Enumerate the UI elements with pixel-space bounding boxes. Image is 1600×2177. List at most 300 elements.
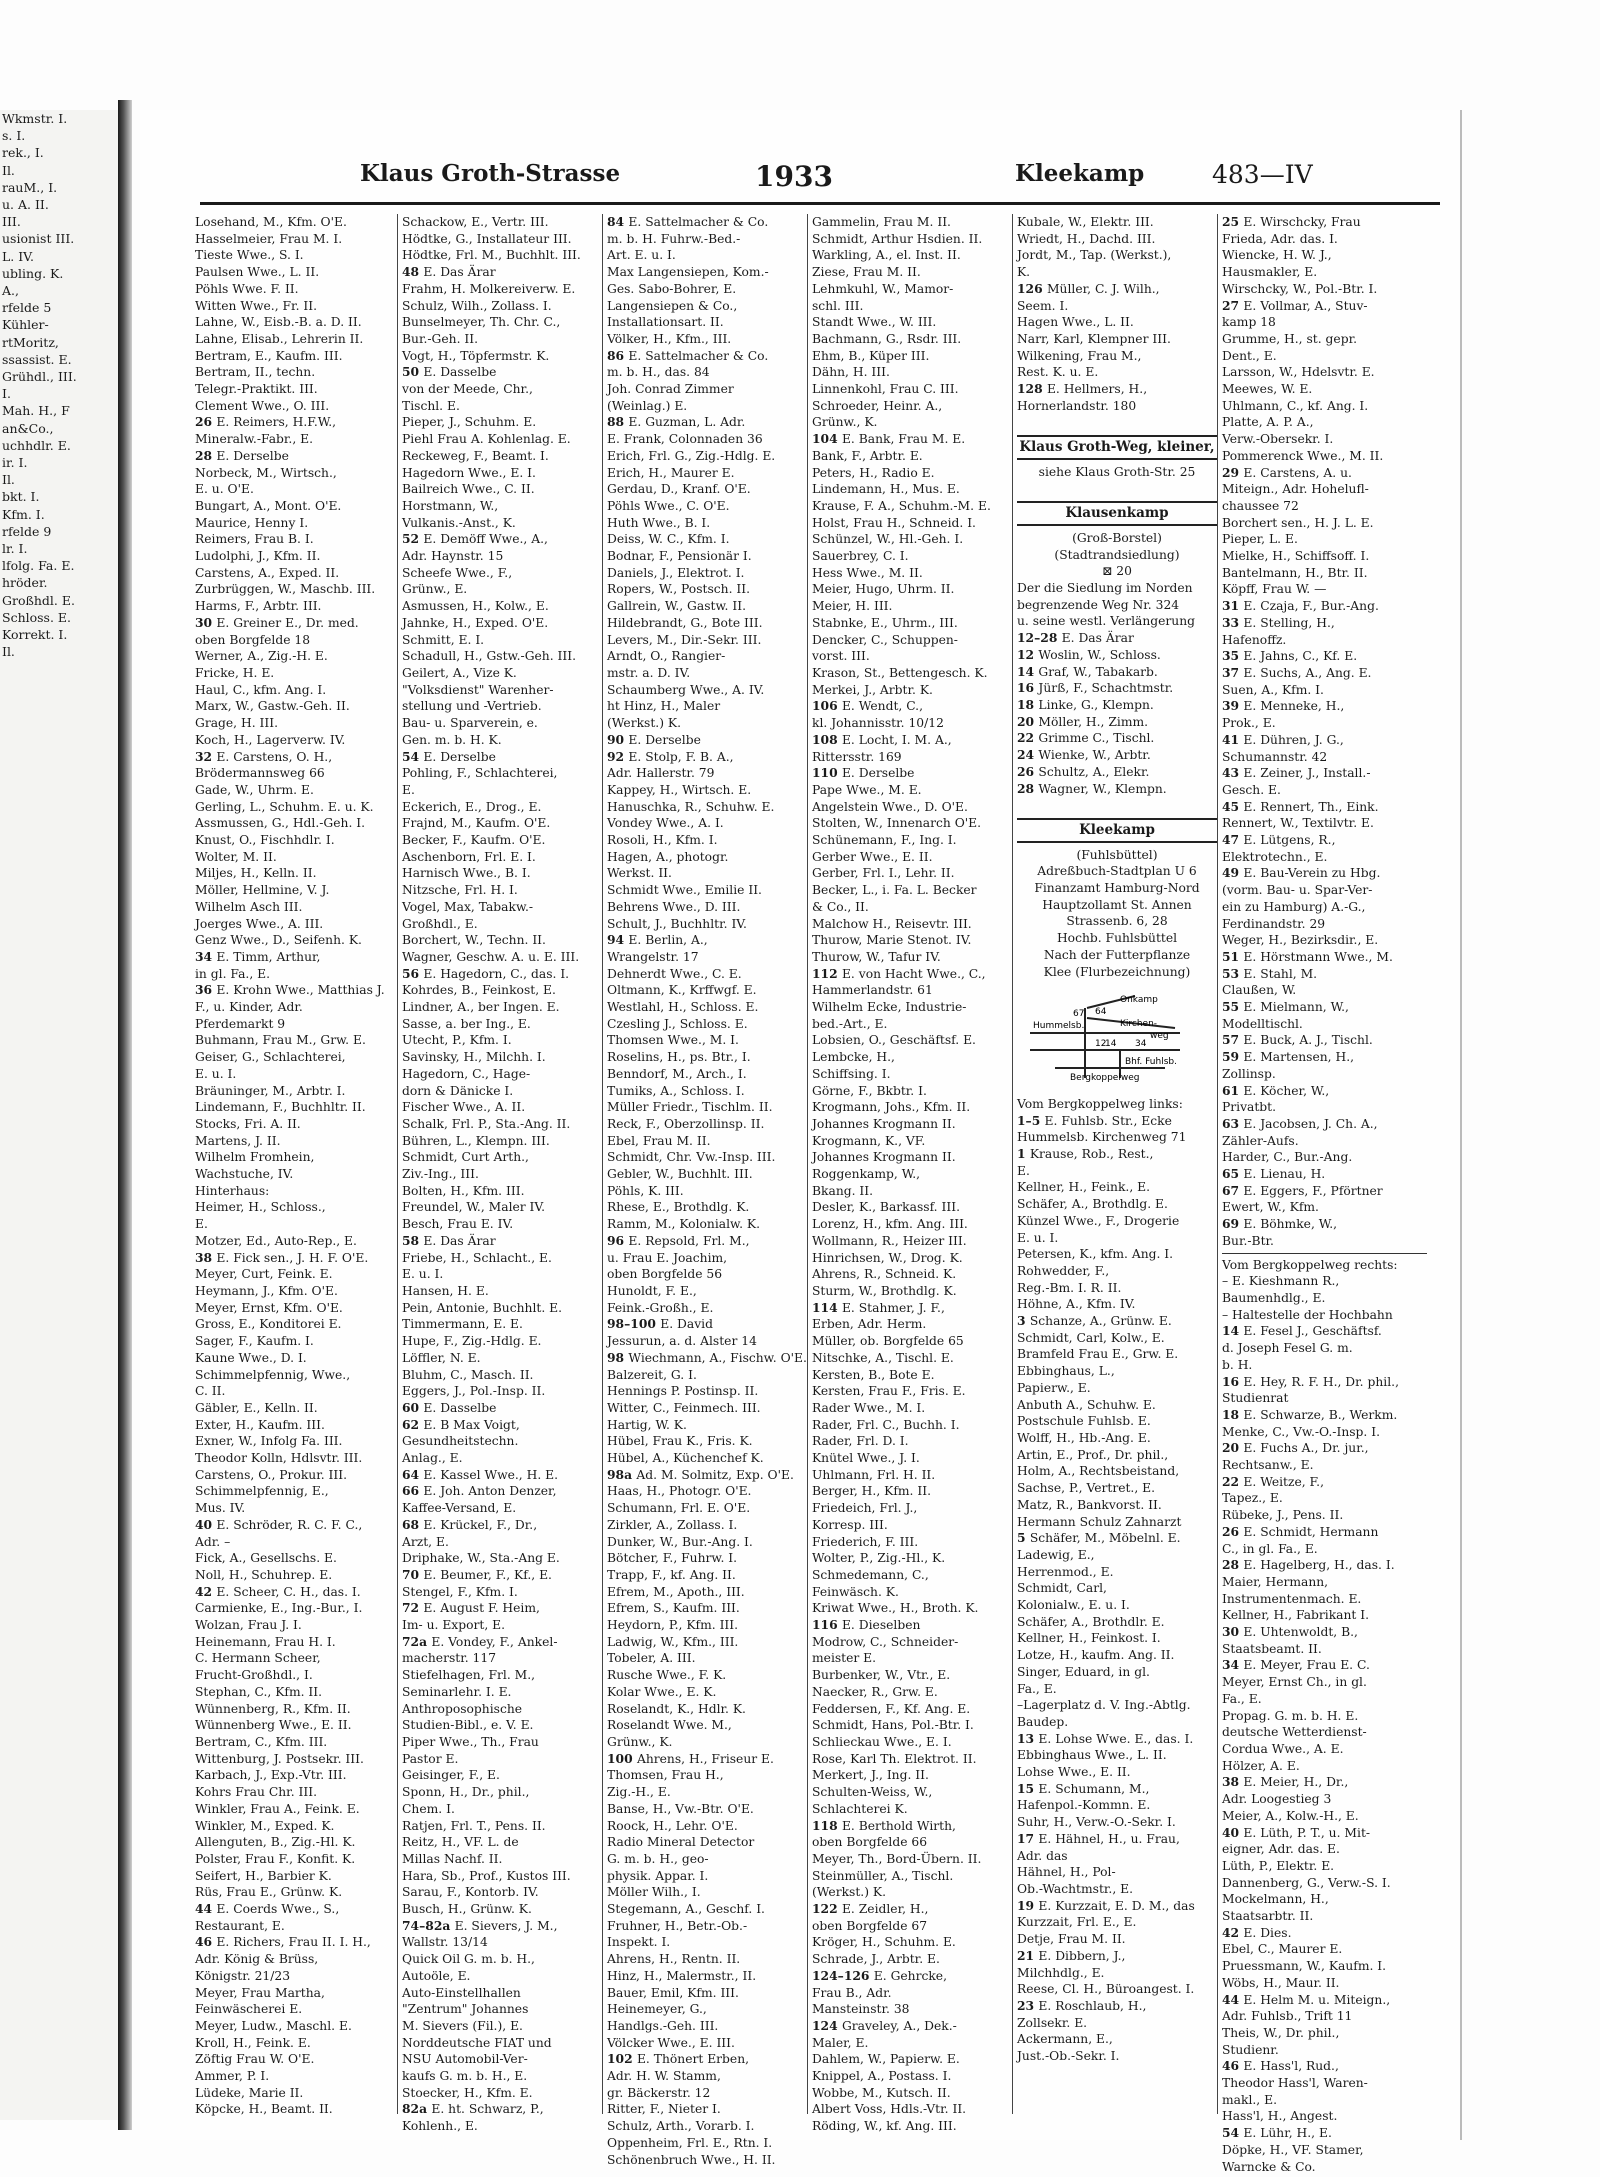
directory-entry: Korresp. III.	[812, 1517, 888, 1532]
map-label: Bhf. Fuhlsb.	[1125, 1057, 1177, 1068]
directory-entry: 74–82a E. Sievers, J. M.,	[402, 1917, 558, 1933]
directory-entry: 28 E. Derselbe	[195, 447, 289, 463]
directory-entry: Grünw., E.	[402, 582, 468, 597]
directory-entry: Friedeich, Frl. J.,	[812, 1501, 918, 1516]
directory-entry: Meyer, Ernst Ch., in gl.	[1222, 1675, 1367, 1690]
directory-entry: Wolter, P., Zig.-Hl., K.	[812, 1551, 946, 1566]
directory-entry: Wollmann, R., Heizer III.	[812, 1233, 967, 1248]
directory-entry: Ahrens, R., Schneid. K.	[812, 1267, 957, 1282]
facing-page-fragment: rauM., I.	[2, 179, 58, 195]
directory-entry: Schackow, E., Vertr. III.	[402, 215, 549, 229]
directory-entry: Schmidt, Carl,	[1017, 1581, 1107, 1596]
directory-entry: Bötcher, F., Fuhrw. I.	[607, 1551, 738, 1566]
directory-entry: C. II.	[195, 1384, 226, 1399]
directory-entry: Savinsky, H., Milchh. I.	[402, 1050, 546, 1065]
directory-entry: Lahne, W., Eisb.-B. a. D. II.	[195, 315, 362, 330]
directory-entry: F., u. Kinder, Adr.	[195, 1000, 303, 1015]
directory-entry: Platte, A. P. A.,	[1222, 415, 1314, 430]
directory-entry: 5 Schäfer, M., Möbelnl. E.	[1017, 1530, 1181, 1546]
street-section-note: Adreßbuch-Stadtplan U 6	[1037, 864, 1197, 879]
directory-entry: Schäfer, A., Brothdlg. E.	[1017, 1197, 1168, 1212]
directory-entry: Adr. das	[1017, 1848, 1068, 1863]
directory-entry: Bramfeld Frau E., Grw. E.	[1017, 1347, 1179, 1362]
directory-entry: Miljes, H., Kelln. II.	[195, 866, 317, 881]
directory-entry: Ackermann, E.,	[1017, 2032, 1113, 2047]
directory-entry: Mus. IV.	[195, 1501, 246, 1516]
directory-entry: 20 Möller, H., Zimm.	[1017, 713, 1149, 729]
directory-entry: Studienr.	[1222, 2042, 1279, 2057]
directory-entry: Lüth, P., Elektr. E.	[1222, 1858, 1335, 1873]
directory-entry: 21 E. Dibbern, J.,	[1017, 1947, 1126, 1963]
directory-entry: 50 E. Dasselbe	[402, 364, 497, 380]
directory-entry: Gerber, Frl. I., Lehr. II.	[812, 866, 955, 881]
street-section-note: Finanzamt Hamburg-Nord	[1034, 881, 1200, 896]
directory-entry: Heydorn, P., Kfm. III.	[607, 1618, 739, 1633]
directory-entry: 54 E. Derselbe	[402, 748, 496, 764]
directory-entry: Vogt, H., Töpfermstr. K.	[402, 348, 550, 363]
facing-page-fragment: ssassist. E.	[2, 351, 72, 367]
directory-entry: Wittenburg, J. Postsekr. III.	[195, 1751, 364, 1766]
directory-entry: Schumannstr. 42	[1222, 749, 1328, 764]
directory-entry: Holm, A., Rechtsbeistand,	[1017, 1464, 1180, 1479]
directory-entry: Kellner, H., Fabrikant I.	[1222, 1608, 1370, 1623]
directory-entry: Hunoldt, F. E.,	[607, 1284, 697, 1298]
directory-entry: Grumme, H., st. gepr.	[1222, 331, 1358, 346]
directory-entry: Bertram, C., Kfm. III.	[195, 1734, 328, 1749]
directory-entry: Becker, F., Kaufm. O'E.	[402, 833, 546, 848]
directory-entry: Prok., E.	[1222, 716, 1276, 731]
directory-entry: Lahne, Elisab., Lehrerin II.	[195, 331, 364, 346]
directory-entry: Carstens, A., Exped. II.	[195, 565, 340, 580]
directory-entry: Wolter, M. II.	[195, 849, 277, 864]
street-section-note: (Fuhlsbüttel)	[1076, 847, 1158, 862]
directory-entry: – Haltestelle der Hochbahn	[1222, 1307, 1393, 1322]
directory-entry: Adr. –	[195, 1534, 231, 1549]
directory-entry: Schumann, Frl. E. O'E.	[607, 1501, 751, 1516]
directory-entry: Anbuth A., Schuhw. E.	[1017, 1397, 1156, 1412]
directory-entry: (Werkst.) K.	[607, 716, 682, 731]
directory-entry: Kersten, B., Bote E.	[812, 1367, 935, 1382]
directory-entry: E.	[195, 1217, 208, 1232]
directory-entry: C., in gl. Fa., E.	[1222, 1541, 1318, 1556]
directory-entry: Roock, H., Lehr. O'E.	[607, 1818, 738, 1833]
directory-entry: Im- u. Export, E.	[402, 1618, 506, 1633]
directory-entry: ht Hinz, H., Maler	[607, 699, 721, 714]
directory-entry: 110 E. Derselbe	[812, 765, 915, 781]
column-4	[807, 214, 1012, 2134]
directory-entry: Schimmelpfennig, Wwe.,	[195, 1367, 351, 1382]
directory-entry: Ludolphi, J., Kfm. II.	[195, 549, 321, 564]
directory-entry: Möller Wilh., I.	[607, 1885, 701, 1900]
directory-entry: Schünzel, W., Hl.-Geh. I.	[812, 532, 964, 547]
street-section-note: Strassenb. 6, 28	[1066, 914, 1168, 929]
directory-entry: Polster, Frau F., Konfit. K.	[195, 1851, 356, 1866]
directory-entry: Busch, H., Grünw. K.	[402, 1902, 532, 1917]
directory-entry: Marx, W., Gastw.-Geh. II.	[195, 699, 350, 714]
directory-entry: makl., E.	[1222, 2092, 1277, 2107]
directory-entry: Vom Bergkoppelweg links:	[1017, 1096, 1183, 1111]
directory-entry: Wilkening, Frau M.,	[1017, 348, 1142, 363]
directory-entry: Jessurun, a. d. Alster 14	[607, 1334, 757, 1349]
directory-entry: Grage, H. III.	[195, 716, 279, 731]
directory-entry: Becker, L., i. Fa. L. Becker	[812, 883, 977, 898]
directory-entry: Heymann, J., Kfm. O'E.	[195, 1284, 338, 1298]
directory-entry: Motzer, Ed., Auto-Rep., E.	[195, 1233, 357, 1248]
directory-entry: Hennings P. Postinsp. II.	[607, 1384, 759, 1399]
directory-entry: u. seine westl. Verlängerung	[1017, 614, 1195, 629]
directory-entry: Kellner, H., Feinkost. I.	[1017, 1631, 1161, 1646]
directory-entry: Berger, H., Kfm. II.	[812, 1484, 931, 1499]
directory-entry: 35 E. Jahns, C., Kf. E.	[1222, 648, 1358, 664]
book-binding	[118, 100, 132, 2130]
directory-entry: Köpcke, H., Beamt. II.	[195, 2102, 333, 2117]
directory-entry: Ladwig, W., Kfm., III.	[607, 1634, 739, 1649]
directory-entry: 15 E. Schumann, M.,	[1017, 1780, 1150, 1796]
column-6	[1217, 214, 1427, 2174]
directory-entry: E. u. I.	[1017, 1230, 1059, 1245]
directory-entry: vorst. III.	[812, 649, 870, 664]
directory-entry: Großhdl., E.	[402, 916, 478, 931]
facing-page-fragment: ubling. K.	[2, 265, 64, 281]
directory-entry: Kriwat Wwe., H., Broth. K.	[812, 1601, 979, 1616]
directory-entry: Meyer, Frau Martha,	[195, 1985, 325, 2000]
street-section-heading: Klausenkamp	[1017, 501, 1217, 526]
directory-entry: Grünw., K.	[607, 1734, 673, 1749]
directory-entry: Witter, C., Feinmech. III.	[607, 1400, 761, 1415]
facing-page-fragment: Kfm. I.	[2, 506, 45, 522]
directory-entry: Lindner, A., ber Ingen. E.	[402, 1000, 560, 1015]
facing-page-fragment: lr. I.	[2, 541, 28, 557]
directory-entry: Zähler-Aufs.	[1222, 1133, 1299, 1148]
directory-entry: Hölzer, A. E.	[1222, 1758, 1300, 1773]
directory-entry: Radio Mineral Detector	[607, 1835, 755, 1850]
directory-entry: Reese, Cl. H., Büroangest. I.	[1017, 1982, 1195, 1997]
directory-entry: Vondey Wwe., A. I.	[607, 816, 724, 831]
directory-entry: Wilhelm Ecke, Industrie-	[812, 1000, 967, 1015]
directory-entry: Jahnke, H., Exped. O'E.	[402, 615, 549, 630]
facing-page-fragment: III.	[2, 214, 21, 230]
directory-entry: 1–5 E. Fuhlsb. Str., Ecke	[1017, 1112, 1172, 1128]
directory-entry: Schimmelpfennig, E.,	[195, 1484, 329, 1499]
directory-entry: Sachse, P., Vertret., E.	[1017, 1481, 1156, 1496]
directory-entry: begrenzende Weg Nr. 324	[1017, 597, 1180, 612]
directory-entry: Bantelmann, H., Btr. II.	[1222, 565, 1368, 580]
directory-entry: Wirschcky, W., Pol.-Btr. I.	[1222, 281, 1378, 296]
facing-page-fragment: L. IV.	[2, 248, 35, 264]
map-label: Hummelsb.	[1033, 1021, 1085, 1032]
directory-entry: Anthroposophische	[402, 1701, 523, 1716]
directory-entry: 65 E. Lienau, H.	[1222, 1166, 1326, 1182]
directory-entry: Rosoli, H., Kfm. I.	[607, 833, 718, 848]
facing-page-fragment: rek., I.	[2, 145, 44, 161]
directory-entry: Sasse, a. ber Ing., E.	[402, 1016, 531, 1031]
directory-entry: Rest. K. u. E.	[1017, 365, 1099, 380]
directory-entry: Hupe, F., Zig.-Hdlg. E.	[402, 1334, 542, 1349]
directory-entry: Seminarlehr. I. E.	[402, 1684, 512, 1699]
directory-entry: Handlgs.-Geh. III.	[607, 2018, 719, 2033]
directory-entry: Reck, F., Oberzollinsp. II.	[607, 1116, 765, 1131]
column-5	[1012, 214, 1217, 2114]
directory-entry: Wöbs, H., Maur. II.	[1222, 1975, 1340, 1990]
directory-entry: E. u. I.	[195, 1066, 237, 1081]
directory-entry: 53 E. Stahl, M.	[1222, 965, 1318, 981]
directory-entry: 124 Graveley, A., Dek.-	[812, 2017, 957, 2033]
directory-entry: 56 E. Hagedorn, C., das. I.	[402, 965, 570, 981]
facing-page-fragment: bkt. I.	[2, 489, 40, 505]
directory-entry: Zöftig Frau W. O'E.	[195, 2052, 315, 2067]
directory-entry: E. u. O'E.	[195, 482, 254, 497]
directory-entry: Fruhner, H., Betr.-Ob.-	[607, 1918, 748, 1933]
directory-entry: Meyer, Curt, Feink. E.	[195, 1267, 333, 1282]
directory-entry: 28 Wagner, W., Klempn.	[1017, 780, 1167, 796]
directory-entry: Schalk, Frl. P., Sta.-Ang. II.	[402, 1116, 571, 1131]
directory-entry: ein zu Hamburg) A.-G.,	[1222, 899, 1366, 914]
directory-entry: Hess Wwe., M. II.	[812, 565, 923, 580]
directory-entry: Theis, W., Dr. phil.,	[1222, 2025, 1340, 2040]
facing-page-fragment: rfelde 9	[2, 523, 52, 539]
directory-entry: Carstens, O., Prokur. III.	[195, 1467, 348, 1482]
directory-entry: Kaffee-Versand, E.	[402, 1501, 517, 1516]
directory-entry: Lobsien, O., Geschäftsf. E.	[812, 1033, 976, 1048]
directory-entry: Winkler, Frau A., Feink. E.	[195, 1801, 360, 1816]
directory-entry: 58 E. Das Ärar	[402, 1232, 496, 1248]
directory-entry: Bailreich Wwe., C. II.	[402, 482, 535, 497]
directory-entry: Fricke, H. E.	[195, 665, 275, 680]
directory-entry: Quick Oil G. m. b. H.,	[402, 1952, 535, 1967]
directory-entry: Künzel Wwe., F., Drogerie	[1017, 1213, 1180, 1228]
directory-entry: Ferdinandstr. 29	[1222, 916, 1326, 931]
facing-page-fragment: ir. I.	[2, 455, 28, 471]
directory-entry: 44 E. Helm M. u. Miteign.,	[1222, 1991, 1391, 2007]
directory-entry: Zirkler, A., Zollass. I.	[607, 1517, 738, 1532]
directory-entry: Adr. Loogestieg 3	[1222, 1792, 1332, 1807]
directory-entry: Meier, A., Kolw.-H., E.	[1222, 1808, 1359, 1823]
directory-entry: 26 E. Schmidt, Hermann	[1222, 1523, 1379, 1539]
directory-entry: Freundel, W., Maler IV.	[402, 1200, 546, 1215]
directory-entry: Königstr. 21/23	[195, 1968, 291, 1983]
directory-entry: Albert Voss, Hdls.-Vtr. II.	[812, 2102, 967, 2117]
directory-entry: Görne, F., Bkbtr. I.	[812, 1083, 927, 1098]
directory-entry: – E. Kieshmann R.,	[1222, 1274, 1340, 1289]
directory-entry: Wallstr. 13/14	[402, 1935, 488, 1950]
directory-entry: Schadull, H., Gstw.-Geh. III.	[402, 649, 577, 664]
directory-entry: Anlag., E.	[402, 1451, 463, 1466]
facing-page-fragment: usionist III.	[2, 231, 75, 247]
directory-entry: Döpke, H., VF. Stamer,	[1222, 2142, 1364, 2157]
directory-entry: E.	[402, 782, 415, 797]
directory-entry: Adr. König & Brüss,	[195, 1952, 319, 1967]
directory-entry: Ewert, W., Kfm.	[1222, 1200, 1319, 1215]
directory-entry: Merkert, J., Ing. II.	[812, 1768, 929, 1783]
directory-entry: 54 E. Lühr, H., E.	[1222, 2125, 1332, 2141]
directory-entry: Lorenz, H., kfm. Ang. III.	[812, 1217, 968, 1232]
directory-entry: Modrow, C., Schneider-	[812, 1634, 959, 1649]
directory-entry: Suen, A., Kfm. I.	[1222, 682, 1324, 697]
directory-entry: Bau- u. Sparverein, e.	[402, 716, 538, 731]
directory-entry: Sarau, F., Kontorb. IV.	[402, 1885, 539, 1900]
directory-entry: Martens, J. II.	[195, 1133, 281, 1148]
directory-entry: Peters, H., Radio E.	[812, 465, 935, 480]
directory-entry: Tischl. E.	[402, 398, 460, 413]
directory-entry: Lindemann, F., Buchhltr. II.	[195, 1100, 366, 1115]
directory-entry: Reg.-Bm. I. R. II.	[1017, 1280, 1122, 1295]
directory-entry: Adr. Fuhlsb., Trift 11	[1222, 2009, 1353, 2024]
directory-entry: 62 E. B Max Voigt,	[402, 1416, 520, 1432]
directory-entry: Schroeder, Heinr. A.,	[812, 398, 943, 413]
year-title: 1933	[755, 160, 833, 193]
map-label: Onkamp	[1120, 995, 1158, 1006]
directory-entry: 104 E. Bank, Frau M. E.	[812, 431, 966, 447]
directory-entry: Eckerich, E., Drog., E.	[402, 799, 542, 814]
directory-entry: 100 Ahrens, H., Friseur E.	[607, 1750, 774, 1766]
directory-entry: Driphake, W., Sta.-Ang E.	[402, 1551, 560, 1566]
column-3	[602, 214, 807, 2167]
directory-entry: Gesch. E.	[1222, 782, 1281, 797]
directory-entry: Studienrat	[1222, 1391, 1289, 1406]
directory-entry: Norbeck, M., Wirtsch.,	[195, 465, 337, 480]
directory-entry: Vom Bergkoppelweg rechts:	[1222, 1257, 1398, 1272]
directory-entry: Hagedorn Wwe., E. I.	[402, 465, 536, 480]
directory-entry: Stocks, Fri. A. II.	[195, 1116, 301, 1131]
directory-entry: 23 E. Roschlaub, H.,	[1017, 1997, 1147, 2013]
directory-entry: Exter, H., Kaufm. III.	[195, 1417, 325, 1432]
directory-entry: Frajnd, M., Kaufm. O'E.	[402, 816, 551, 831]
directory-entry: Linnenkohl, Frau C. III.	[812, 382, 959, 397]
directory-entry: "Zentrum" Johannes	[402, 2002, 529, 2017]
directory-entry: Cordua Wwe., A. E.	[1222, 1741, 1344, 1756]
directory-entry: Angelstein Wwe., D. O'E.	[812, 799, 968, 814]
street-map-sketch	[1025, 988, 1185, 1083]
directory-entry: kaufs G. m. b. H., E.	[402, 2069, 528, 2084]
directory-entry: Inspekt. I.	[607, 1935, 671, 1950]
directory-entry: Knust, O., Fischhdlr. I.	[195, 833, 335, 848]
directory-entry: Miteign., Adr. Hohelufl-	[1222, 482, 1369, 497]
directory-entry: Wagner, Geschw. A. u. E. III.	[402, 949, 580, 964]
spacer	[1017, 481, 1217, 498]
directory-entry: 61 E. Köcher, W.,	[1222, 1082, 1330, 1098]
directory-entry: meister E.	[812, 1651, 877, 1666]
directory-entry: Huth Wwe., B. I.	[607, 515, 711, 530]
directory-entry: Maler, E.	[812, 2035, 869, 2050]
directory-entry: Geisinger, F., E.	[402, 1768, 500, 1783]
directory-entry: Schulz, Arth., Vorarb. I.	[607, 2119, 755, 2134]
directory-entry: Gerling, L., Schuhm. E. u. K.	[195, 799, 374, 814]
directory-entry: Roselandt, K., Hdlr. K.	[607, 1701, 746, 1716]
directory-entry: 59 E. Martensen, H.,	[1222, 1049, 1355, 1065]
directory-entry: Vogel, Max, Tabakw.-	[402, 899, 534, 914]
directory-entry: 69 E. Böhmke, W.,	[1222, 1216, 1338, 1232]
directory-entry: Hafenoffz.	[1222, 632, 1287, 647]
directory-entry: Gade, W., Uhrm. E.	[195, 782, 314, 797]
directory-entry: Piper Wwe., Th., Frau	[402, 1734, 539, 1749]
directory-entry: Krause, F. A., Schuhm.-M. E.	[812, 498, 991, 513]
section-separator	[1222, 1253, 1427, 1254]
directory-entry: Frahm, H. Molkereiverw. E.	[402, 281, 576, 296]
directory-entry: 32 E. Carstens, O. H.,	[195, 748, 333, 764]
directory-entry: Staatsbeamt. II.	[1222, 1641, 1322, 1656]
directory-entry: Schrade, J., Arbtr. E.	[812, 1952, 940, 1967]
directory-entry: 98a Ad. M. Solmitz, Exp. O'E.	[607, 1466, 794, 1482]
directory-entry: Kurzzait, Frl. E., E.	[1017, 1915, 1137, 1930]
directory-entry: 72 E. August F. Heim,	[402, 1600, 540, 1616]
directory-entry: Dent., E.	[1222, 348, 1277, 363]
directory-entry: 86 E. Sattelmacher & Co.	[607, 347, 769, 363]
directory-entry: Reckeweg, F., Beamt. I.	[402, 448, 549, 463]
directory-entry: Besch, Frau E. IV.	[402, 1217, 514, 1232]
directory-entry: Uhlmann, Frl. H. II.	[812, 1467, 936, 1482]
directory-entry: Grünw., K.	[812, 415, 878, 430]
directory-entry: Detje, Frau M. II.	[1017, 1932, 1126, 1947]
directory-entry: Joh. Conrad Zimmer	[607, 382, 734, 397]
directory-entry: Propag. G. m. b. H. E.	[1222, 1708, 1359, 1723]
directory-entry: Schlachterei K.	[812, 1801, 908, 1816]
directory-entry: Max Langensiepen, Kom.-	[607, 265, 769, 280]
directory-entry: 122 E. Zeidler, H.,	[812, 1901, 929, 1917]
directory-entry: Warkling, A., el. Inst. II.	[812, 248, 961, 263]
directory-entry: Baudep.	[1017, 1714, 1069, 1729]
directory-entry: oben Borgfelde 67	[812, 1918, 928, 1933]
directory-entry: kl. Johannisstr. 10/12	[812, 716, 944, 731]
directory-entry: Vulkanis.-Anst., K.	[402, 515, 516, 530]
directory-entry: Adr. Haynstr. 15	[402, 549, 504, 564]
directory-entry: Bühren, L., Klempn. III.	[402, 1133, 550, 1148]
directory-entry: Warncke & Co.	[1222, 2159, 1316, 2174]
directory-entry: 96 E. Repsold, Frl. M.,	[607, 1232, 750, 1248]
directory-entry: Hasselmeier, Frau M. I.	[195, 231, 343, 246]
directory-entry: Meier, Hugo, Uhrm. II.	[812, 582, 955, 597]
directory-entry: 3 Schanze, A., Grünw. E.	[1017, 1313, 1172, 1329]
directory-entry: 124–126 E. Gehrcke,	[812, 1967, 947, 1983]
directory-entry: 45 E. Rennert, Th., Eink.	[1222, 798, 1379, 814]
street-section-note: ⊠ 20	[1102, 564, 1132, 579]
directory-entry: Harnisch Wwe., B. I.	[402, 866, 531, 881]
facing-page-fragment: Grühdl., III.	[2, 369, 77, 385]
directory-entry: Utecht, P., Kfm. I.	[402, 1033, 512, 1048]
directory-entry: 16 E. Hey, R. F. H., Dr. phil.,	[1222, 1373, 1399, 1389]
directory-page	[140, 110, 1462, 2174]
directory-entry: Adr. Hallerstr. 79	[607, 766, 715, 781]
directory-entry: Hornerlandstr. 180	[1017, 398, 1137, 413]
directory-entry: Weger, H., Bezirksdir., E.	[1222, 933, 1379, 948]
directory-entry: Zurbrüggen, W., Maschb. III.	[195, 582, 376, 597]
directory-entry: Levers, M., Dir.-Sekr. III.	[607, 632, 762, 647]
directory-entry: Pieper, L. E.	[1222, 532, 1298, 547]
directory-entry: Kellner, H., Feink., E.	[1017, 1180, 1151, 1195]
directory-entry: 28 E. Hagelberg, H., das. I.	[1222, 1557, 1395, 1573]
directory-entry: Bodnar, F., Pensionär I.	[607, 549, 752, 564]
directory-entry: Bluhm, C., Masch. II.	[402, 1367, 534, 1382]
directory-entry: deutsche Wetterdienst-	[1222, 1725, 1367, 1740]
directory-entry: Thomsen, Frau H.,	[607, 1768, 724, 1783]
directory-entry: 30 E. Uhtenwoldt, B.,	[1222, 1624, 1358, 1640]
directory-entry: Instrumentenmach. E.	[1222, 1591, 1362, 1606]
street-section-note: (Groß-Borstel)	[1072, 530, 1162, 545]
directory-entry: Scheefe Wwe., F.,	[402, 565, 513, 580]
directory-entry: Höhne, A., Kfm. IV.	[1017, 1297, 1136, 1312]
directory-entry: Rhese, E., Brothdlg. K.	[607, 1200, 750, 1215]
directory-entry: Autoöle, E.	[402, 1968, 471, 1983]
directory-entry: 39 E. Menneke, H.,	[1222, 698, 1345, 714]
directory-entry: Erich, H., Maurer E.	[607, 465, 735, 480]
directory-entry: Aschenborn, Frl. E. I.	[402, 849, 536, 864]
directory-entry: Kohlenh., E.	[402, 2119, 478, 2134]
directory-entry: u. Frau E. Joachim,	[607, 1250, 728, 1265]
directory-entry: Schmidt, Carl, Kolw., E.	[1017, 1330, 1165, 1345]
directory-entry: Löffler, N. E.	[402, 1350, 481, 1365]
directory-entry: Restaurant, E.	[195, 1918, 285, 1933]
directory-entry: Genz Wwe., D., Seifenh. K.	[195, 933, 362, 948]
directory-entry: Meewes, W. E.	[1222, 382, 1313, 397]
